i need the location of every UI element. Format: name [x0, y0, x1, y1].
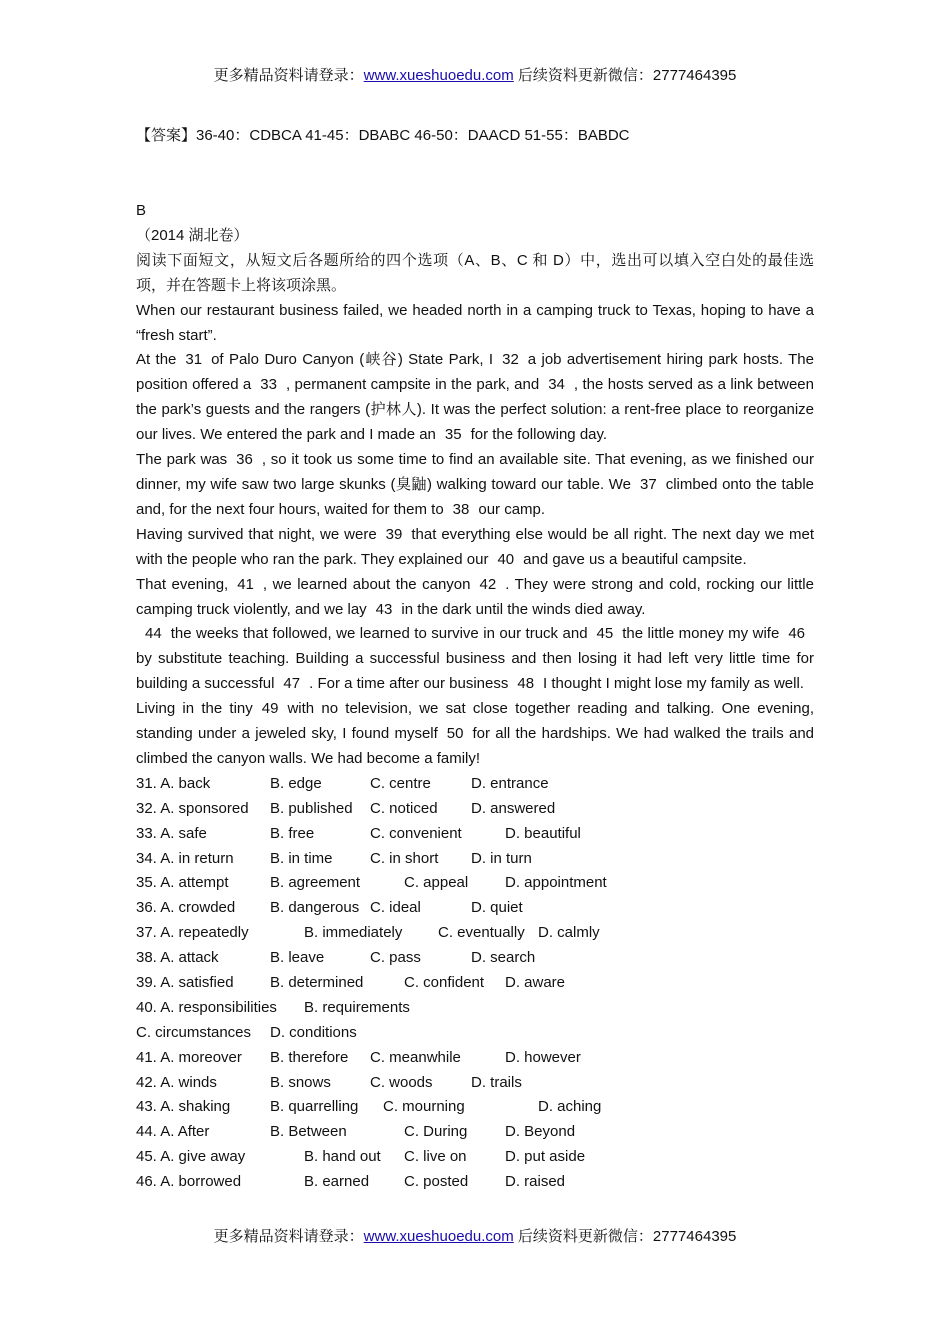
passage-text: , so it took us some time to find an available site. That evening, as we finished our dinner, my wife saw two large skunks (臭鼬) walking toward our table. We: [136, 451, 814, 493]
passage-text: our camp.: [478, 500, 546, 518]
option-b: B. immediately: [304, 924, 403, 942]
option-row-38: [136, 946, 814, 971]
option-a: 33. A. safe: [136, 824, 207, 842]
option-row-33: [136, 822, 814, 847]
option-d: D. search: [471, 949, 536, 967]
option-b: B. earned: [304, 1173, 370, 1191]
blank-40: 40: [497, 550, 515, 568]
option-c: C. centre: [370, 774, 431, 792]
passage-paragraph-7: [136, 697, 814, 772]
passage-text: in the dark until the winds died away.: [401, 600, 646, 618]
option-c: C. confident: [404, 973, 485, 991]
option-b: B. hand out: [304, 1148, 381, 1166]
passage-text: That evening,: [136, 575, 229, 593]
passage-text: the weeks that followed, we learned to survive in our truck and: [170, 625, 588, 643]
passage-text: of Palo Duro Canyon (峡谷) State Park, I: [211, 351, 494, 369]
option-c: C. pass: [370, 949, 421, 967]
option-row-36: [136, 896, 814, 921]
option-b: B. free: [270, 824, 315, 842]
option-b: B. therefore: [270, 1048, 349, 1066]
passage-text: , we learned about the canyon: [262, 575, 471, 593]
blank-48: 48: [517, 675, 535, 693]
option-d: D. aching: [538, 1098, 602, 1116]
footer-prefix: 更多精品资料请登录：: [213, 1228, 364, 1245]
option-b: B. determined: [270, 973, 364, 991]
passage-paragraph-2: [136, 348, 814, 448]
option-c: C. During: [404, 1123, 468, 1141]
option-b: B. leave: [270, 949, 325, 967]
option-d: D. put aside: [505, 1148, 586, 1166]
option-row-40: [136, 996, 814, 1021]
passage-paragraph-5: [136, 573, 814, 623]
passage-text: with no television, we sat close together reading and talking. One evening, standing under a jeweled sky, I found myself: [136, 700, 814, 743]
option-d: D. however: [505, 1048, 581, 1066]
passage-text: Living in the tiny: [136, 700, 253, 718]
blank-32: 32: [502, 351, 519, 369]
passage-text: for the following day.: [470, 426, 608, 444]
option-d: D. calmly: [538, 924, 600, 942]
option-c: C. eventually: [438, 924, 525, 942]
header-site-link[interactable]: www.xueshuoedu.com: [363, 67, 514, 84]
passage-text: Having survived that night, we were: [136, 525, 377, 543]
blank-46: 46: [788, 625, 805, 643]
option-a: 31. A. back: [136, 774, 211, 792]
option-b: B. requirements: [304, 998, 410, 1016]
option-d: D. answered: [471, 799, 556, 817]
passage-text: . They were strong and cold, rocking our little camping truck violently, and we lay: [136, 575, 814, 618]
blank-36: 36: [236, 451, 253, 469]
blank-31: 31: [185, 351, 203, 369]
blank-37: 37: [640, 475, 657, 493]
option-d: D. entrance: [471, 774, 549, 792]
passage-paragraph-3: [136, 448, 814, 523]
blank-35: 35: [444, 426, 462, 444]
passage-text: . For a time after our business: [309, 675, 509, 693]
option-b: B. Between: [270, 1123, 347, 1141]
option-a: 41. A. moreover: [136, 1048, 242, 1066]
option-c: C. live on: [404, 1148, 467, 1166]
option-c: C. mourning: [383, 1098, 465, 1116]
blank-41: 41: [237, 575, 254, 593]
blank-38: 38: [452, 500, 470, 518]
option-row-43: [136, 1095, 814, 1120]
option-b: B. snows: [270, 1073, 331, 1091]
option-a: 42. A. winds: [136, 1073, 217, 1091]
option-c: C. ideal: [370, 899, 421, 917]
blank-47: 47: [283, 675, 301, 693]
option-c: C. appeal: [404, 874, 469, 892]
option-row-46: [136, 1170, 814, 1195]
passage-text: a job advertisement hiring park hosts. The position offered a: [136, 351, 814, 394]
blank-49: 49: [261, 700, 279, 718]
option-d: D. in turn: [471, 849, 532, 867]
passage-paragraph-4: [136, 523, 814, 573]
option-row-40-cont: [136, 1021, 814, 1046]
passage-text: , permanent campsite in the park, and: [285, 376, 540, 394]
blank-50: 50: [446, 725, 464, 743]
page-header: [0, 66, 950, 86]
passage-text: , the hosts served as a link between the park’s guests and the rangers (护林人). It was the perfect solution: a rent-free place to reorganize our lives. We entered the park and I made an: [136, 376, 814, 444]
option-d: D. conditions: [270, 1023, 357, 1041]
blank-34: 34: [548, 376, 565, 394]
passage-text: and gave us a beautiful campsite.: [523, 550, 747, 568]
option-a: 39. A. satisfied: [136, 973, 234, 991]
option-b: B. in time: [270, 849, 333, 867]
option-a: 44. A. After: [136, 1123, 210, 1141]
option-row-39: [136, 971, 814, 996]
passage-text: The park was: [136, 451, 228, 469]
answer-key: 【答案】36-40：CDBCA 41-45：DBABC 46-50：DAACD 51-55：BABDC: [136, 127, 630, 144]
option-a: 40. A. responsibilities: [136, 998, 277, 1016]
passage-text: by substitute teaching. Building a successful business and then losing it had left very little time for building a successful: [136, 650, 814, 693]
option-b: B. quarrelling: [270, 1098, 359, 1116]
blank-39: 39: [385, 525, 403, 543]
blank-33: 33: [260, 376, 277, 394]
option-d: D. quiet: [471, 899, 523, 917]
option-c: C. meanwhile: [370, 1048, 461, 1066]
option-d: D. raised: [505, 1173, 566, 1191]
option-a: 32. A. sponsored: [136, 799, 249, 817]
option-c: C. noticed: [370, 799, 438, 817]
footer-suffix: 后续资料更新微信：2777464395: [513, 1228, 737, 1245]
passage-text: I thought I might lose my family as well.: [543, 675, 804, 693]
blank-42: 42: [479, 575, 497, 593]
option-row-32: [136, 797, 814, 822]
option-row-45: [136, 1145, 814, 1170]
document-body: [136, 199, 814, 1195]
option-a: 38. A. attack: [136, 949, 219, 967]
passage-text: climbed onto the table and, for the next four hours, waited for them to: [136, 475, 815, 518]
option-row-35: [136, 871, 814, 896]
section-label: B: [136, 202, 147, 219]
option-c: C. woods: [370, 1073, 433, 1091]
option-d: D. trails: [471, 1073, 522, 1091]
option-b: B. published: [270, 799, 353, 817]
header-suffix: 后续资料更新微信：2777464395: [513, 67, 737, 84]
passage-paragraph-6: [136, 622, 814, 697]
page-footer: [0, 1227, 950, 1247]
option-a: 36. A. crowded: [136, 899, 236, 917]
option-row-44: [136, 1120, 814, 1145]
option-c: C. convenient: [370, 824, 462, 842]
blank-45: 45: [596, 625, 614, 643]
option-row-42: [136, 1071, 814, 1096]
option-b: B. edge: [270, 774, 322, 792]
instruction: 阅读下面短文，从短文后各题所给的四个选项（A、B、C 和 D）中，选出可以填入空白处的最佳选项，并在答题卡上将该项涂黑。: [136, 251, 814, 294]
option-a: 43. A. shaking: [136, 1098, 231, 1116]
option-row-31: [136, 772, 814, 797]
passage-text: for all the hardships. We had walked the trails and climbed the canyon walls. We had become a family!: [136, 725, 814, 767]
passage-paragraph-1: When our restaurant business failed, we headed north in a camping truck to Texas, hoping to have a “fresh start”.: [136, 301, 814, 344]
option-row-41: [136, 1046, 814, 1071]
passage-text: the little money my wife: [622, 625, 780, 643]
option-c: C. in short: [370, 849, 439, 867]
header-prefix: 更多精品资料请登录：: [213, 67, 364, 84]
passage-text: At the: [136, 351, 177, 369]
option-c: C. posted: [404, 1173, 469, 1191]
blank-43: 43: [375, 600, 393, 618]
option-a: 34. A. in return: [136, 849, 234, 867]
footer-site-link[interactable]: www.xueshuoedu.com: [363, 1228, 514, 1245]
source-label: （2014 湖北卷）: [136, 226, 249, 244]
option-b: B. dangerous: [270, 899, 360, 917]
option-d: D. Beyond: [505, 1123, 576, 1141]
option-a: 37. A. repeatedly: [136, 924, 249, 942]
option-b: B. agreement: [270, 874, 361, 892]
options-list: [136, 772, 814, 1195]
option-a: 46. A. borrowed: [136, 1173, 242, 1191]
option-a: 35. A. attempt: [136, 874, 229, 892]
passage-text: that everything else would be all right. The next day we met with the people who ran the park. They explained our: [136, 525, 814, 568]
option-c: C. circumstances: [136, 1023, 252, 1041]
option-d: D. beautiful: [505, 824, 581, 842]
option-d: D. appointment: [505, 874, 607, 892]
option-d: D. aware: [505, 973, 566, 991]
blank-44: 44: [145, 625, 162, 643]
option-a: 45. A. give away: [136, 1148, 246, 1166]
option-row-34: [136, 847, 814, 872]
option-row-37: [136, 921, 814, 946]
